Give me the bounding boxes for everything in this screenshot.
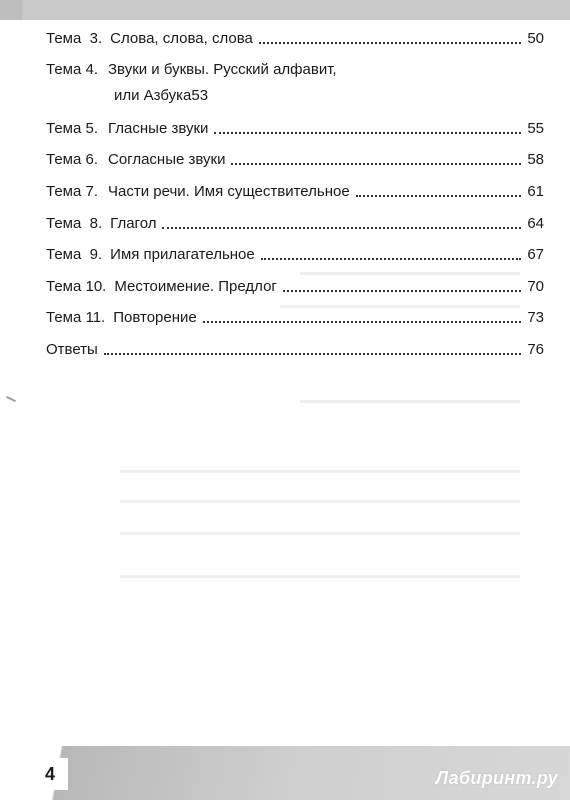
toc-entry: [46, 242, 544, 264]
page-number: 4: [32, 758, 68, 790]
toc-entry: [46, 179, 544, 201]
toc-entry-label: Ответы: [46, 341, 98, 358]
toc-entry: [46, 26, 544, 48]
toc-entry-page: 61: [527, 183, 544, 200]
toc-entry-title: Гласные звуки: [108, 120, 209, 137]
toc-entry-label: Тема 4.: [46, 61, 98, 78]
toc-entry-page: 73: [527, 309, 544, 326]
show-through-mark: [120, 500, 520, 503]
toc-entry-title: Слова, слова, слова: [110, 30, 253, 47]
toc-entry-page: 58: [527, 151, 544, 168]
toc-entry-label: Тема 3.: [46, 30, 103, 47]
toc-entry-page: 67: [527, 246, 544, 263]
watermark: Лабиринт.ру: [435, 768, 558, 788]
toc-entry-label: Тема 7.: [46, 183, 98, 200]
leader-dots: [203, 321, 522, 323]
show-through-mark: [120, 532, 520, 535]
show-through-mark: [280, 305, 520, 308]
toc-entry-label: Тема 10.: [46, 278, 107, 295]
toc-entry-label: Тема 11.: [46, 309, 106, 326]
toc-entry: [46, 274, 544, 296]
toc-entry-title: Повторение: [113, 309, 197, 326]
toc-entry-page: 53: [191, 87, 209, 104]
toc-entry-page: 55: [527, 120, 544, 137]
toc-entry-page: 70: [527, 278, 544, 295]
toc-entry-title: Части речи. Имя существительное: [108, 183, 350, 200]
edge-mark: [6, 396, 16, 402]
toc-entry-title: Звуки и буквы. Русский алфавит,: [108, 61, 337, 78]
leader-dots: [356, 195, 522, 197]
toc-entry-title: Согласные звуки: [108, 151, 226, 168]
toc-entry-page: 64: [527, 215, 544, 232]
toc-entry-title-line2: или Азбука: [114, 87, 192, 104]
toc-entry-page: 50: [527, 30, 544, 47]
show-through-mark: [120, 470, 520, 473]
leader-dots: [214, 132, 521, 134]
leader-dots: [104, 353, 521, 355]
toc-entry-label: Тема 6.: [46, 151, 98, 168]
toc-entry-label: Тема 8.: [46, 215, 103, 232]
show-through-mark: [300, 272, 520, 275]
toc-entry: [46, 337, 544, 359]
toc-entry-title: Имя прилагательное: [110, 246, 255, 263]
toc-entry: [46, 147, 544, 169]
leader-dots: [259, 42, 521, 44]
leader-dots: [162, 227, 521, 229]
leader-dots: [231, 163, 521, 165]
toc-entry-page: 76: [527, 341, 544, 358]
toc-entry: [46, 305, 544, 327]
toc-entry: [46, 211, 544, 233]
toc-entry-continuation: [114, 83, 544, 105]
show-through-mark: [120, 575, 520, 578]
toc-entry: [46, 116, 544, 138]
header-band: [0, 0, 570, 20]
toc-entry-label: Тема 5.: [46, 120, 98, 137]
toc-entry-label: Тема 9.: [46, 246, 103, 263]
toc-entry: [46, 57, 544, 79]
toc-entry-title: Глагол: [110, 215, 157, 232]
leader-dots: [261, 258, 522, 260]
show-through-mark: [300, 400, 520, 403]
toc-entry-title: Местоимение. Предлог: [114, 278, 277, 295]
leader-dots: [283, 290, 521, 292]
